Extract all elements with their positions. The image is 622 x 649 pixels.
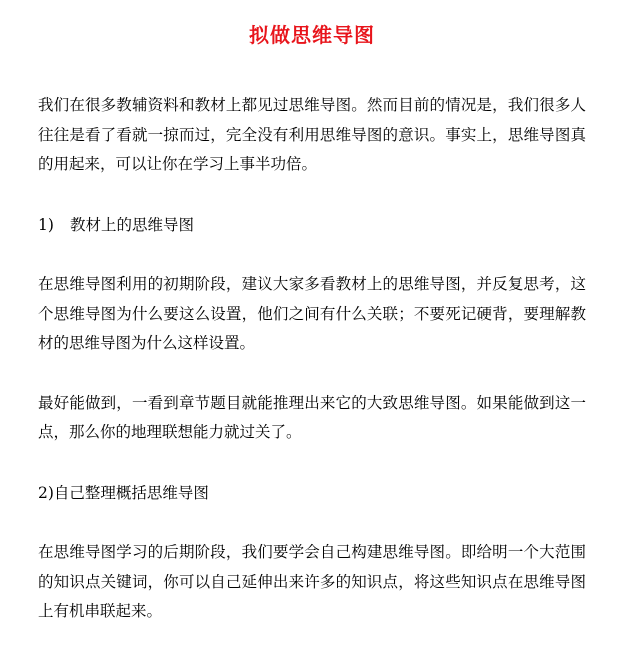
section-heading-1	[38, 211, 586, 241]
section-heading-1-number: 1)	[38, 215, 54, 234]
section-1-paragraph-2: 最好能做到，一看到章节题目就能推理出来它的大致思维导图。如果能做到这一点，那么你的地理联想能力就过关了。	[38, 393, 586, 441]
document-title: 拟做思维导图	[249, 23, 375, 47]
section-heading-2: 2)自己整理概括思维导图	[38, 483, 209, 502]
section-1-paragraph-1: 在思维导图利用的初期阶段，建议大家多看教材上的思维导图，并反复思考，这个思维导图为什么要这么设置，他们之间有什么关联；不要死记硬背，要理解教材的思维导图为什么这样设置。	[38, 275, 586, 352]
section-2-paragraph: 在思维导图学习的后期阶段，我们要学会自己构建思维导图。即给明一个大范围的知识点关键词，你可以自己延伸出来许多的知识点，将这些知识点在思维导图上有机串联起来。	[38, 543, 586, 620]
intro-paragraph: 我们在很多教辅资料和教材上都见过思维导图。然而目前的情况是，我们很多人往往是看了看就一掠而过，完全没有利用思维导图的意识。事实上，思维导图真的用起来，可以让你在学习上事半功倍。	[38, 96, 586, 173]
section-heading-1-text: 教材上的思维导图	[70, 215, 195, 234]
document-page	[38, 0, 586, 627]
